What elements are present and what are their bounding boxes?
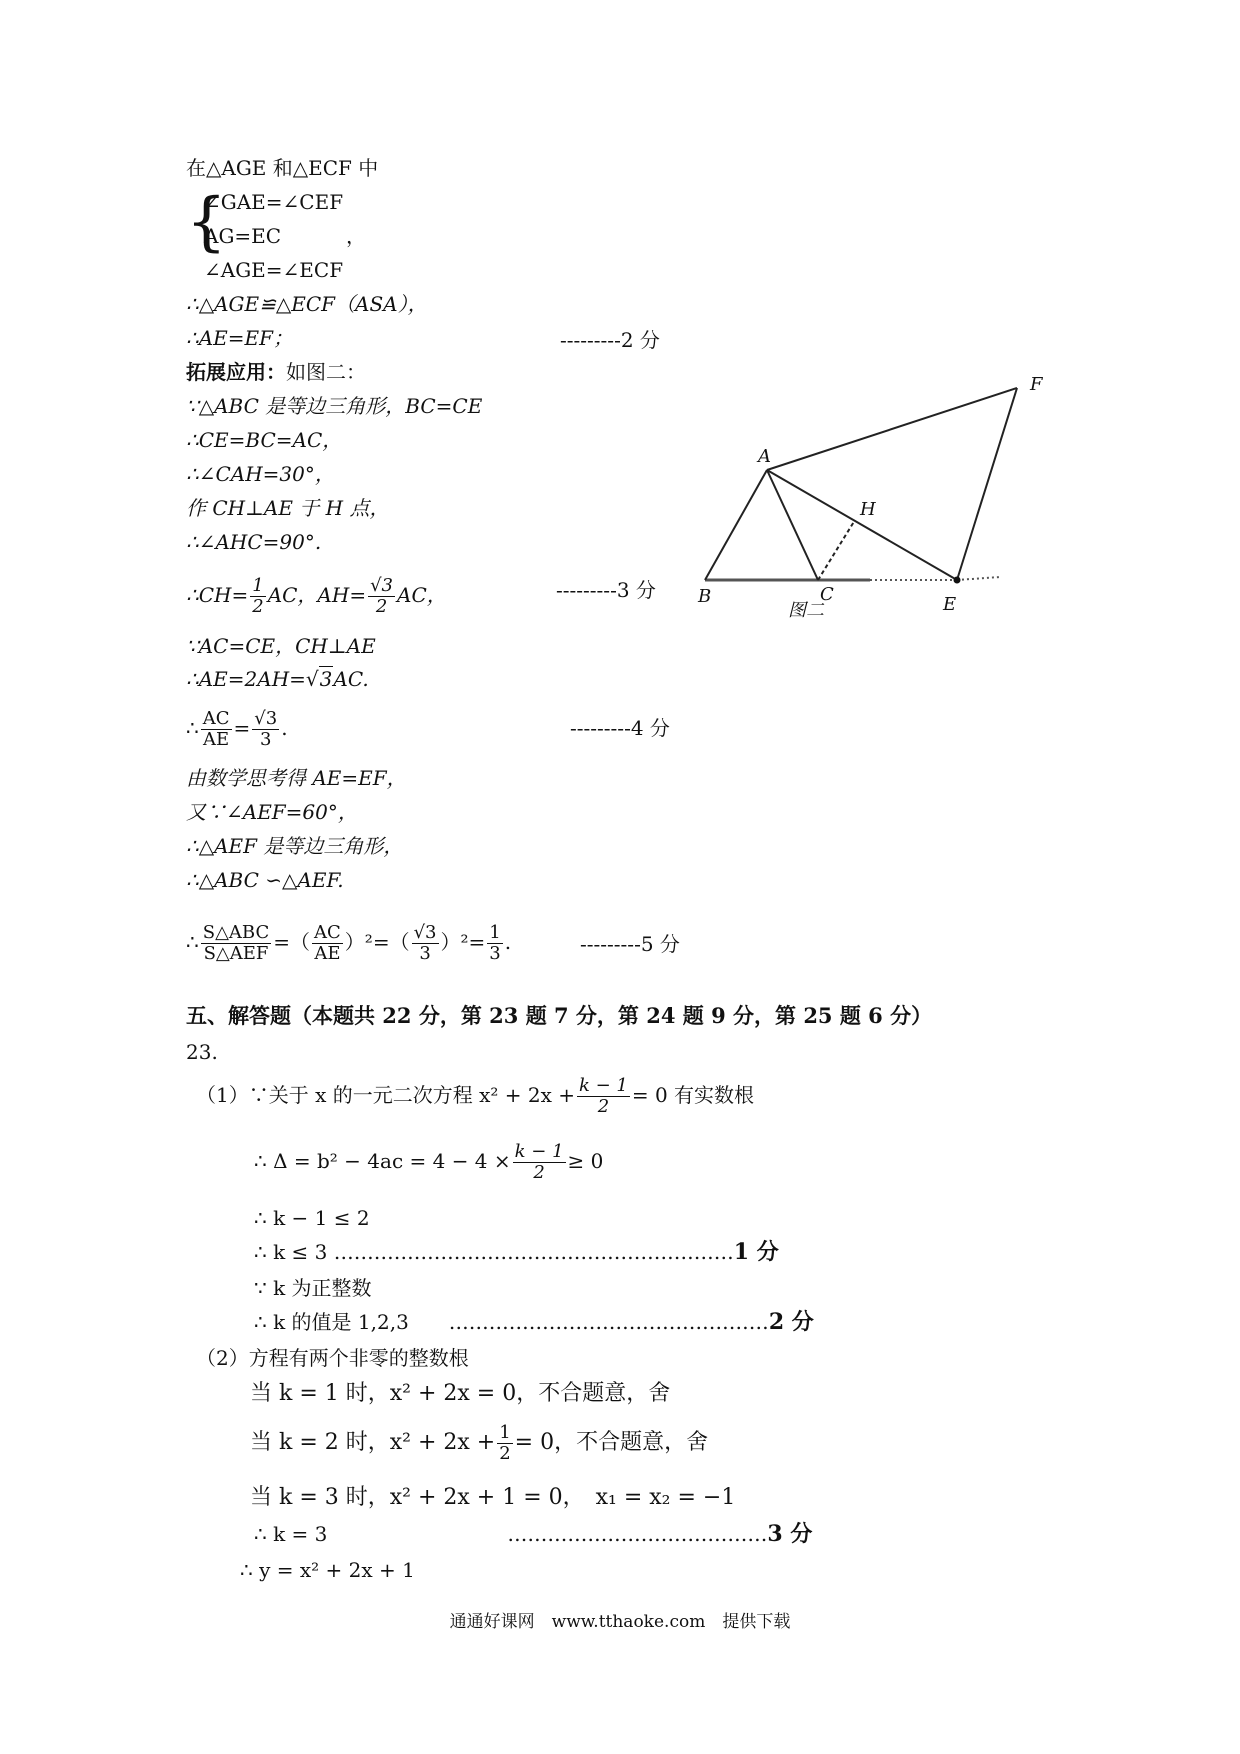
line-ae bbox=[767, 470, 957, 580]
fraction-k-minus-1-over-2 bbox=[577, 1076, 630, 1117]
line-ab bbox=[705, 470, 767, 580]
fraction-area-ratio bbox=[201, 923, 272, 964]
frac-den: S△AEF bbox=[203, 943, 269, 964]
frac-num: √3 bbox=[254, 708, 278, 729]
frac-num: AC bbox=[314, 922, 341, 943]
q23-k-minus-1-le-2: ∴ k − 1 ≤ 2 bbox=[254, 1206, 370, 1230]
ext-line-2: ∴CE=BC=AC， bbox=[186, 428, 343, 452]
extension-heading-bold: 拓展应用： bbox=[186, 360, 286, 384]
ext-line-8-b: AC. bbox=[333, 667, 369, 691]
geometry-figure bbox=[660, 370, 1060, 630]
congruence-intro: 在△AGE 和△ECF 中 bbox=[186, 156, 379, 180]
label-c: C bbox=[820, 584, 834, 605]
frac-num: √3 bbox=[413, 922, 437, 943]
condition-2: AG=EC bbox=[204, 224, 282, 248]
extension-heading-rest: 如图二： bbox=[286, 360, 366, 384]
q23-p1-a: （1）∵关于 x 的一元二次方程 x² + 2x + bbox=[196, 1083, 575, 1107]
ae-equals-ef: ∴AE=EF； bbox=[186, 326, 294, 350]
frac-num: k − 1 bbox=[578, 1075, 628, 1096]
section-five-title: 五、解答题（本题共 22 分，第 23 题 7 分，第 24 题 9 分，第 25 题 6 分） bbox=[186, 1003, 933, 1028]
frac-den: AE bbox=[314, 943, 341, 964]
ext-line-12: ∴△AEF 是等边三角形， bbox=[186, 834, 404, 858]
q23-k-le-3-text: ∴ k ≤ 3 …………………………………………………… bbox=[254, 1240, 734, 1264]
ext-line-9-end: . bbox=[281, 716, 288, 740]
score-2: ---------2 分 bbox=[560, 328, 660, 352]
page-footer: 通通好课网 www.tthaoke.com 提供下载 bbox=[449, 1612, 791, 1632]
ext-line-14-c: ）²=（ bbox=[344, 930, 410, 954]
score-5: ---------5 分 bbox=[580, 932, 680, 956]
ext-line-7: ∵AC=CE，CH⊥AE bbox=[186, 634, 376, 658]
fraction-half bbox=[250, 576, 265, 617]
ext-line-5: ∴∠AHC=90°. bbox=[186, 530, 322, 554]
q23-case-k2-b: = 0，不合题意，舍 bbox=[514, 1430, 709, 1455]
frac-num: 1 bbox=[489, 922, 501, 943]
score-3: ---------3 分 bbox=[556, 578, 656, 602]
frac-den: 2 bbox=[252, 596, 264, 617]
condition-1: ∠GAE=∠CEF bbox=[204, 190, 344, 214]
ext-line-14-d: ）²= bbox=[440, 930, 486, 954]
q23-p1-b: = 0 有实数根 bbox=[631, 1083, 755, 1107]
q23-k-values bbox=[254, 1310, 814, 1334]
frac-num: k − 1 bbox=[514, 1141, 564, 1162]
q23-discriminant bbox=[254, 1136, 603, 1186]
extension-heading bbox=[186, 360, 366, 384]
frac-den: 2 bbox=[533, 1162, 545, 1183]
ext-line-9-a: ∴ bbox=[186, 716, 199, 740]
ext-line-8: ∴AE=2AH=√3AC. bbox=[186, 667, 369, 691]
congruence-conclusion: ∴△AGE≌△ECF（ASA）， bbox=[186, 292, 428, 316]
q23-case-k3: 当 k = 3 时，x² + 2x + 1 = 0， x₁ = x₂ = −1 bbox=[250, 1485, 736, 1510]
q23-k-values-text: ∴ k 的值是 1,2,3 ………………………………………… bbox=[254, 1310, 769, 1334]
label-b: B bbox=[698, 586, 712, 607]
q23-case-k2 bbox=[250, 1418, 708, 1468]
line-af bbox=[767, 388, 1017, 470]
ext-line-14-e: . bbox=[504, 930, 512, 954]
condition-brace: { bbox=[186, 185, 227, 259]
q23-score-1: 1 分 bbox=[733, 1239, 779, 1265]
frac-den: 2 bbox=[597, 1096, 610, 1117]
frac-num: 1 bbox=[499, 1421, 511, 1443]
ext-line-13: ∴△ABC ∽△AEF. bbox=[186, 868, 344, 892]
q23-parabola: ∴ y = x² + 2x + 1 bbox=[240, 1558, 415, 1582]
label-f: F bbox=[1030, 374, 1043, 395]
line-ch-dashed bbox=[818, 520, 855, 580]
label-h: H bbox=[860, 499, 876, 520]
ext-line-14-b: =（ bbox=[273, 930, 311, 954]
sqrt-3: 3 bbox=[319, 667, 333, 691]
frac-den: 3 bbox=[260, 729, 272, 750]
ext-line-11: 又∵∠AEF=60°， bbox=[186, 800, 358, 824]
frac-num: AC bbox=[202, 708, 230, 729]
ext-line-9 bbox=[186, 702, 288, 754]
ext-line-14-a: ∴ bbox=[186, 930, 199, 954]
ext-line-10: 由数学思考得 AE=EF， bbox=[186, 766, 407, 790]
q23-score-3: 3 分 bbox=[767, 1521, 813, 1547]
figure-caption: 图二 bbox=[788, 600, 824, 621]
ext-line-1: ∵△ABC 是等边三角形，BC=CE bbox=[186, 394, 483, 418]
fraction-ac-ae bbox=[201, 709, 232, 750]
condition-2-comma: ， bbox=[346, 224, 366, 248]
point-e bbox=[954, 577, 961, 584]
ext-line-14 bbox=[186, 914, 511, 970]
fraction-k-minus-1-over-2-b bbox=[513, 1142, 566, 1183]
line-e-extension bbox=[957, 577, 1000, 580]
q23-disc-b: ≥ 0 bbox=[567, 1149, 604, 1173]
frac-num: S△ABC bbox=[202, 922, 270, 943]
q23-k-le-3 bbox=[254, 1240, 779, 1264]
frac-den: AE bbox=[203, 729, 230, 750]
q23-part1-line1 bbox=[196, 1070, 754, 1120]
ext-line-6-c: AC， bbox=[397, 583, 447, 607]
frac-den: 2 bbox=[375, 596, 388, 617]
frac-num: 1 bbox=[252, 575, 264, 596]
fraction-one-half bbox=[497, 1423, 512, 1464]
q23-disc-a: ∴ Δ = b² − 4ac = 4 − 4 × bbox=[254, 1149, 511, 1173]
q23-case-k1: 当 k = 1 时，x² + 2x = 0，不合题意，舍 bbox=[250, 1381, 671, 1406]
condition-3: ∠AGE=∠ECF bbox=[204, 258, 344, 282]
q23-case-k2-a: 当 k = 2 时，x² + 2x + bbox=[250, 1430, 496, 1455]
ext-line-9-eq: = bbox=[233, 716, 251, 740]
fraction-one-third bbox=[487, 923, 502, 964]
ext-line-3: ∴∠CAH=30°， bbox=[186, 462, 335, 486]
line-ef bbox=[957, 388, 1017, 580]
frac-den: 2 bbox=[499, 1442, 511, 1464]
q23-k-positive-integer: ∵ k 为正整数 bbox=[254, 1276, 372, 1300]
ext-line-6-a: ∴CH= bbox=[186, 583, 249, 607]
frac-den: 3 bbox=[489, 943, 501, 964]
q23-k-equals-3 bbox=[254, 1522, 812, 1546]
fraction-ac-ae-2 bbox=[312, 923, 343, 964]
fraction-root3-over-3 bbox=[252, 709, 279, 750]
q23-part2-line1: （2）方程有两个非零的整数根 bbox=[196, 1346, 469, 1370]
ext-line-4: 作 CH⊥AE 于 H 点， bbox=[186, 496, 390, 520]
ext-line-6 bbox=[186, 570, 447, 620]
fraction-root3-over-3-b bbox=[412, 923, 439, 964]
ext-line-6-b: AC，AH= bbox=[267, 583, 367, 607]
line-ac bbox=[767, 470, 818, 580]
frac-den: 3 bbox=[419, 943, 431, 964]
frac-num: √3 bbox=[370, 575, 393, 596]
fraction-root3-over-2 bbox=[368, 576, 395, 617]
q23-score-2: 2 分 bbox=[768, 1309, 814, 1335]
q23-k-equals-3-text: ∴ k = 3 ………………………………… bbox=[254, 1522, 768, 1546]
score-4: ---------4 分 bbox=[570, 716, 670, 740]
question-23-number: 23. bbox=[186, 1040, 218, 1064]
label-e: E bbox=[943, 594, 957, 615]
ext-line-8-a: ∴AE=2AH= bbox=[186, 667, 306, 691]
label-a: A bbox=[758, 446, 771, 467]
